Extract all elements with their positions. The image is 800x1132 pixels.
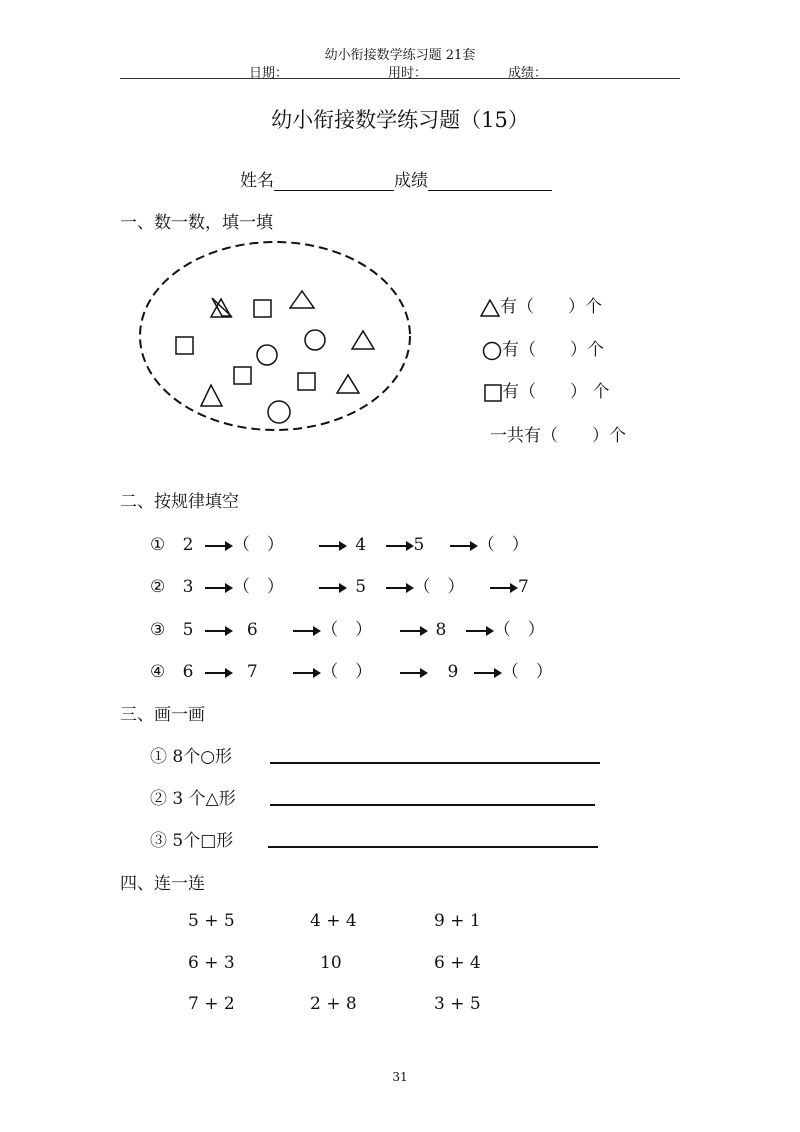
- arrow-icon: [319, 583, 347, 593]
- draw-answer-line: [268, 846, 598, 848]
- arrow-icon: [205, 626, 233, 636]
- match-expression: 6 + 4: [434, 953, 481, 973]
- square-shape: [298, 373, 315, 390]
- square-shape: [254, 300, 271, 317]
- arrow-icon: [466, 626, 494, 636]
- section3-heading: 三、画一画: [120, 705, 205, 725]
- draw-answer-line: [270, 762, 600, 764]
- seq-item: （ ）: [477, 535, 529, 555]
- square-shape: [176, 337, 193, 354]
- answer-text: 有（ ）个: [500, 297, 602, 317]
- seq-item: （ ）: [501, 662, 553, 682]
- arrow-icon: [450, 541, 478, 551]
- date-label: 日期：: [249, 66, 289, 81]
- page-title: 幼小衔接数学练习题（15）: [271, 108, 529, 132]
- draw-item-circles: ① 8个○形: [150, 747, 233, 767]
- triangle-shape: [352, 331, 374, 349]
- sequence-row: [150, 530, 529, 555]
- row-number: ①: [150, 535, 166, 555]
- seq-item: 3: [182, 577, 194, 597]
- section2-heading: 二、按规律填空: [120, 492, 239, 512]
- match-expression: 3 + 5: [434, 994, 481, 1014]
- seq-item: 8: [435, 620, 447, 640]
- seq-item: 9: [447, 662, 459, 682]
- arrow-icon: [386, 541, 414, 551]
- circle-shape: [268, 401, 290, 423]
- answer-text: 有（ ）个: [502, 340, 604, 360]
- arrow-icon: [474, 668, 502, 678]
- name-score-line: [240, 166, 552, 191]
- answer-total: 一共有（ ）个: [490, 426, 626, 446]
- shapes-oval-figure: [130, 240, 430, 440]
- circle-icon: [482, 341, 502, 361]
- header-rule: [120, 78, 680, 79]
- sequence-row: [150, 657, 553, 682]
- name-blank: [274, 172, 394, 191]
- name-label: 姓名: [240, 171, 274, 191]
- answer-text: 有（ ） 个: [502, 382, 610, 402]
- arrow-icon: [490, 583, 518, 593]
- arrow-icon: [205, 541, 233, 551]
- circle-shape: [257, 345, 277, 365]
- seq-item: （ ）: [232, 535, 284, 555]
- match-expression: 2 + 8: [310, 994, 357, 1014]
- page-number: 31: [392, 1070, 408, 1084]
- square-shape: [234, 367, 251, 384]
- score-blank: [428, 172, 552, 191]
- seq-item: （ ）: [232, 577, 284, 597]
- answer-square: [484, 377, 609, 402]
- match-expression: 7 + 2: [188, 994, 235, 1014]
- row-number: ④: [150, 662, 166, 682]
- triangle-icon: [480, 299, 500, 317]
- seq-item: （ ）: [321, 620, 373, 640]
- arrow-icon: [205, 668, 233, 678]
- time-label: 用时：: [388, 66, 428, 81]
- draw-item-triangles: ② 3 个△形: [150, 789, 236, 809]
- score-label: 成绩: [394, 171, 428, 191]
- triangle-shape: [337, 375, 359, 393]
- draw-item-squares: ③ 5个□形: [150, 831, 234, 851]
- sequence-row: [150, 615, 545, 640]
- match-expression: 6 + 3: [188, 953, 235, 973]
- draw-answer-line: [270, 804, 595, 806]
- arrow-icon: [293, 626, 321, 636]
- seq-item: （ ）: [493, 620, 545, 640]
- seq-item: （ ）: [413, 577, 465, 597]
- arrow-icon: [205, 583, 233, 593]
- arrow-icon: [400, 626, 428, 636]
- seq-item: 7: [246, 662, 258, 682]
- seq-item: 7: [517, 577, 529, 597]
- seq-item: 6: [182, 662, 194, 682]
- square-icon: [484, 384, 502, 402]
- answer-triangle: [480, 292, 602, 317]
- section4-heading: 四、连一连: [120, 874, 205, 894]
- running-header-title: 幼小衔接数学练习题 21套: [324, 48, 476, 63]
- section1-heading: 一、数一数，填一填: [120, 213, 273, 233]
- seq-item: （ ）: [321, 662, 373, 682]
- triangle-shape: [290, 291, 314, 308]
- row-number: ③: [150, 620, 166, 640]
- seq-item: 5: [355, 577, 367, 597]
- arrow-icon: [319, 541, 347, 551]
- match-expression: 10: [320, 953, 342, 973]
- row-number: ②: [150, 577, 166, 597]
- arrow-icon: [400, 668, 428, 678]
- circle-shape: [305, 330, 325, 350]
- arrow-icon: [293, 668, 321, 678]
- seq-item: 5: [182, 620, 194, 640]
- match-expression: 4 + 4: [310, 911, 357, 931]
- score-label-header: 成绩：: [508, 66, 548, 81]
- answer-circle: [482, 335, 604, 361]
- match-expression: 5 + 5: [188, 911, 235, 931]
- sequence-row: [150, 572, 529, 597]
- seq-item: 2: [182, 535, 194, 555]
- triangle-shape: [201, 385, 222, 406]
- seq-item: 6: [246, 620, 258, 640]
- seq-item: 5: [413, 535, 425, 555]
- match-expression: 9 + 1: [434, 911, 481, 931]
- seq-item: 4: [355, 535, 367, 555]
- arrow-icon: [386, 583, 414, 593]
